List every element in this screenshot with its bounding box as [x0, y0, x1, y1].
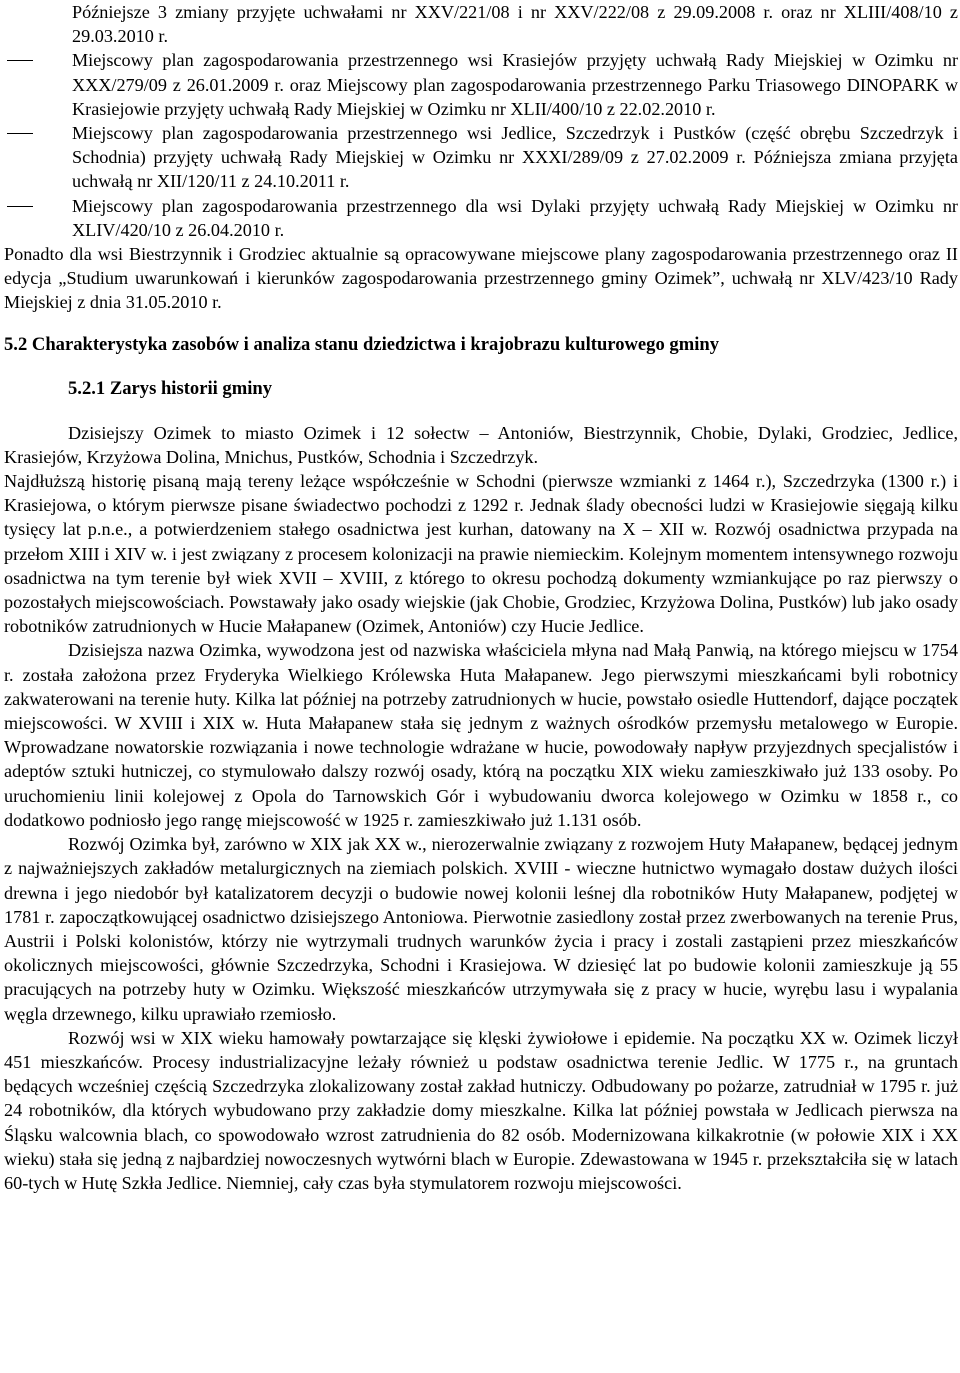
history-paragraph-4: Rozwój Ozimka był, zarówno w XIX jak XX w., nierozerwalnie związany z rozwojem Huty Małapanew, będącej jednym z najważniejszych zakładów metalurgicznych na ziemiach polskich. XVIII - wieczne hutnictwo wymagało dostaw dużych ilości drewna i jego niedobór był katalizatorem decyzji o budowie nowej kolonii leśnej dla robotników Huty Małapanew, podjętej w 1781 r. zapoczątkowującej osadnictwo dzisiejszego Antoniowa. Pierwotnie zasiedlony został przez zwerbowanych na terenie Prus, Austrii i Polski kolonistów, którzy nie wytrzymali trudnych warunków życia i pracy i zostali zastąpieni przez mieszkańców okolicznych miejscowości, głównie Szczedrzyka, Schodni i Krasiejowa. W dziesięć lat po budowie kolonii zamieszkuje ją 55 pracujących na potrzeby huty w Ozimku. Większość mieszkańców utrzymywała się z pracy w hucie, wyrębu lasu i wypalania węgla drzewnego, kilku uprawiało rzemiosło. [4, 834, 958, 1024]
subsection-heading: 5.2.1 Zarys historii gminy [68, 377, 273, 399]
history-paragraph-5: Rozwój wsi w XIX wieku hamowały powtarzające się klęski żywiołowe i epidemie. Na początku XX w. Ozimek liczył 451 mieszkańców. Procesy industrializacyjne leżały również u podstaw osadnictwa terenie Jedlic. W 1775 r., na gruntach będących wcześniej częścią Szczedrzyka zlokalizowany został zakład hutniczy. Odbudowany po pożarze, zatrudniał w 1795 r. już 24 robotników, dla których wybudowano przy zakładzie domy mieszkalne. Kilka lat później powstała w Jedlicach pierwsza na Śląsku walcownia blach, co spowodowało wzrost zatrudnienia do 82 osób. Modernizowana kilkakrotnie (w połowie XIX i XX wieku) stała się jedną z najbardziej nowoczesnych wytwórni blach w Europie. Zdewastowana w 1945 r. przekształciła się w latach 60-tych w Hutę Szkła Jedlice. Niemniej, cały czas była stymulatorem rozwoju miejscowości. [4, 1027, 958, 1193]
list-item [4, 48, 958, 121]
history-paragraph-1: Dzisiejszy Ozimek to miasto Ozimek i 12 sołectw – Antoniów, Biestrzynnik, Chobie, Dylaki, Grodziec, Jedlice, Krasiejów, Krzyżowa Dolina, Mnichus, Pustków, Schodnia i Szczedrzyk. [4, 422, 958, 467]
history-paragraph-3: Dzisiejsza nazwa Ozimka, wywodzona jest od nazwiska właściciela młyna nad Małą Panwią, na którego miejscu w 1754 r. została założona przez Fryderyka Wielkiego Królewska Huta Małapanew. Jego pierwszymi mieszkańcami byli robotnicy zakwaterowani na terenie huty. Kilka lat później na potrzeby zatrudnionych w hucie, powstało osiedle Huttendorf, dające początek miejscowości. W XVIII i XIX w. Huta Małapanew stała się jednym z ważnych ośrodków przemysłu metalowego w Europie. Wprowadzane nowatorskie rozwiązania i nowe technologie wdrażane w hucie, powodowały napływ przyjezdnych specjalistów i adeptów sztuki hutniczej, co stymulowało dalszy rozwój osady, którą na początku XIX wieku zamieszkiwało już 133 osoby. Po uruchomieniu linii kolejowej z Opola do Tarnowskich Gór i wybudowaniu dworca kolejowego w Ozimku w 1858 r., co dodatkowo podniosło jego rangę miejscowość w 1925 r. zamieszkiwało już 1.131 osób. [4, 640, 958, 830]
list-item-text: Miejscowy plan zagospodarowania przestrzennego wsi Krasiejów przyjęty uchwałą Rady Miejskiej w Ozimku nr XXX/279/09 z 26.01.2009 r. oraz Miejscowy plan zagospodarowania przestrzennego Parku Triasowego DINOPARK w Krasiejowie przyjęty uchwałą Rady Miejskiej w Ozimku nr XLII/400/10 z 22.02.2010 r. [72, 50, 958, 119]
section-heading: 5.2 Charakterystyka zasobów i analiza stanu dziedzictwa i krajobrazu kulturowego gminy [4, 333, 720, 355]
list-item [4, 121, 958, 194]
document-page [4, 0, 958, 1195]
list-item [4, 194, 958, 242]
list-continuation-text: Późniejsze 3 zmiany przyjęte uchwałami nr XXV/221/08 i nr XXV/222/08 z 29.09.2008 r. oraz nr XLIII/408/10 z 29.03.2010 r. [72, 2, 958, 47]
dash-bullet-icon [4, 121, 72, 145]
dash-bullet-icon [4, 48, 72, 72]
list-item-text: Miejscowy plan zagospodarowania przestrzennego wsi Jedlice, Szczedrzyk i Pustków (część obrębu Szczedrzyk i Schodnia) przyjęty uchwałą Rady Miejskiej w Ozimku nr XXXI/289/09 z 27.02.2009 r. Późniejsza zmiana przyjęta uchwałą nr XII/120/11 z 24.10.2011 r. [72, 123, 958, 192]
dash-bullet-icon [4, 194, 72, 218]
history-paragraph-2: Najdłuższą historię pisaną mają tereny leżące współcześnie w Schodni (pierwsze wzmianki z 1464 r.), Szczedrzyka (1300 r.) i Krasiejowa, o którym pierwsze pisane świadectwo pochodzi z 1292 r. Jednak ślady obecności ludzi w Krasiejowie sięgają kilku tysięcy lat p.n.e., a potwierdzeniem stałego osadnictwa jest kurhan, datowany na X – XII w. Rozwój osadnictwa przypada na przełom XIII i XIV w. i jest związany z procesem kolonizacji na prawie niemieckim. Kolejnym momentem intensywnego rozwoju osadnictwa na tym terenie był wiek XVII – XVIII, z którego to okresu pochodzą dokumenty wzmiankujące po raz pierwszy o pozostałych miejscowościach. Powstawały jako osady wiejskie (jak Chobie, Grodziec, Krzyżowa Dolina, Pustków) lub jako osady robotników zatrudnionych w Hucie Małapanew (Ozimek, Antoniów) czy Hucie Jedlice. [4, 471, 958, 637]
ponadto-paragraph: Ponadto dla wsi Biestrzynnik i Grodziec aktualnie są opracowywane miejscowe plany zagospodarowania przestrzennego oraz II edycja „Studium uwarunkowań i kierunków zagospodarowania przestrzennego gminy Ozimek”, uchwałą nr XLV/423/10 Rady Miejskiej z dnia 31.05.2010 r. [4, 244, 958, 313]
list-item-text: Miejscowy plan zagospodarowania przestrzennego dla wsi Dylaki przyjęty uchwałą Rady Miejskiej w Ozimku nr XLIV/420/10 z 26.04.2010 r. [72, 195, 958, 240]
